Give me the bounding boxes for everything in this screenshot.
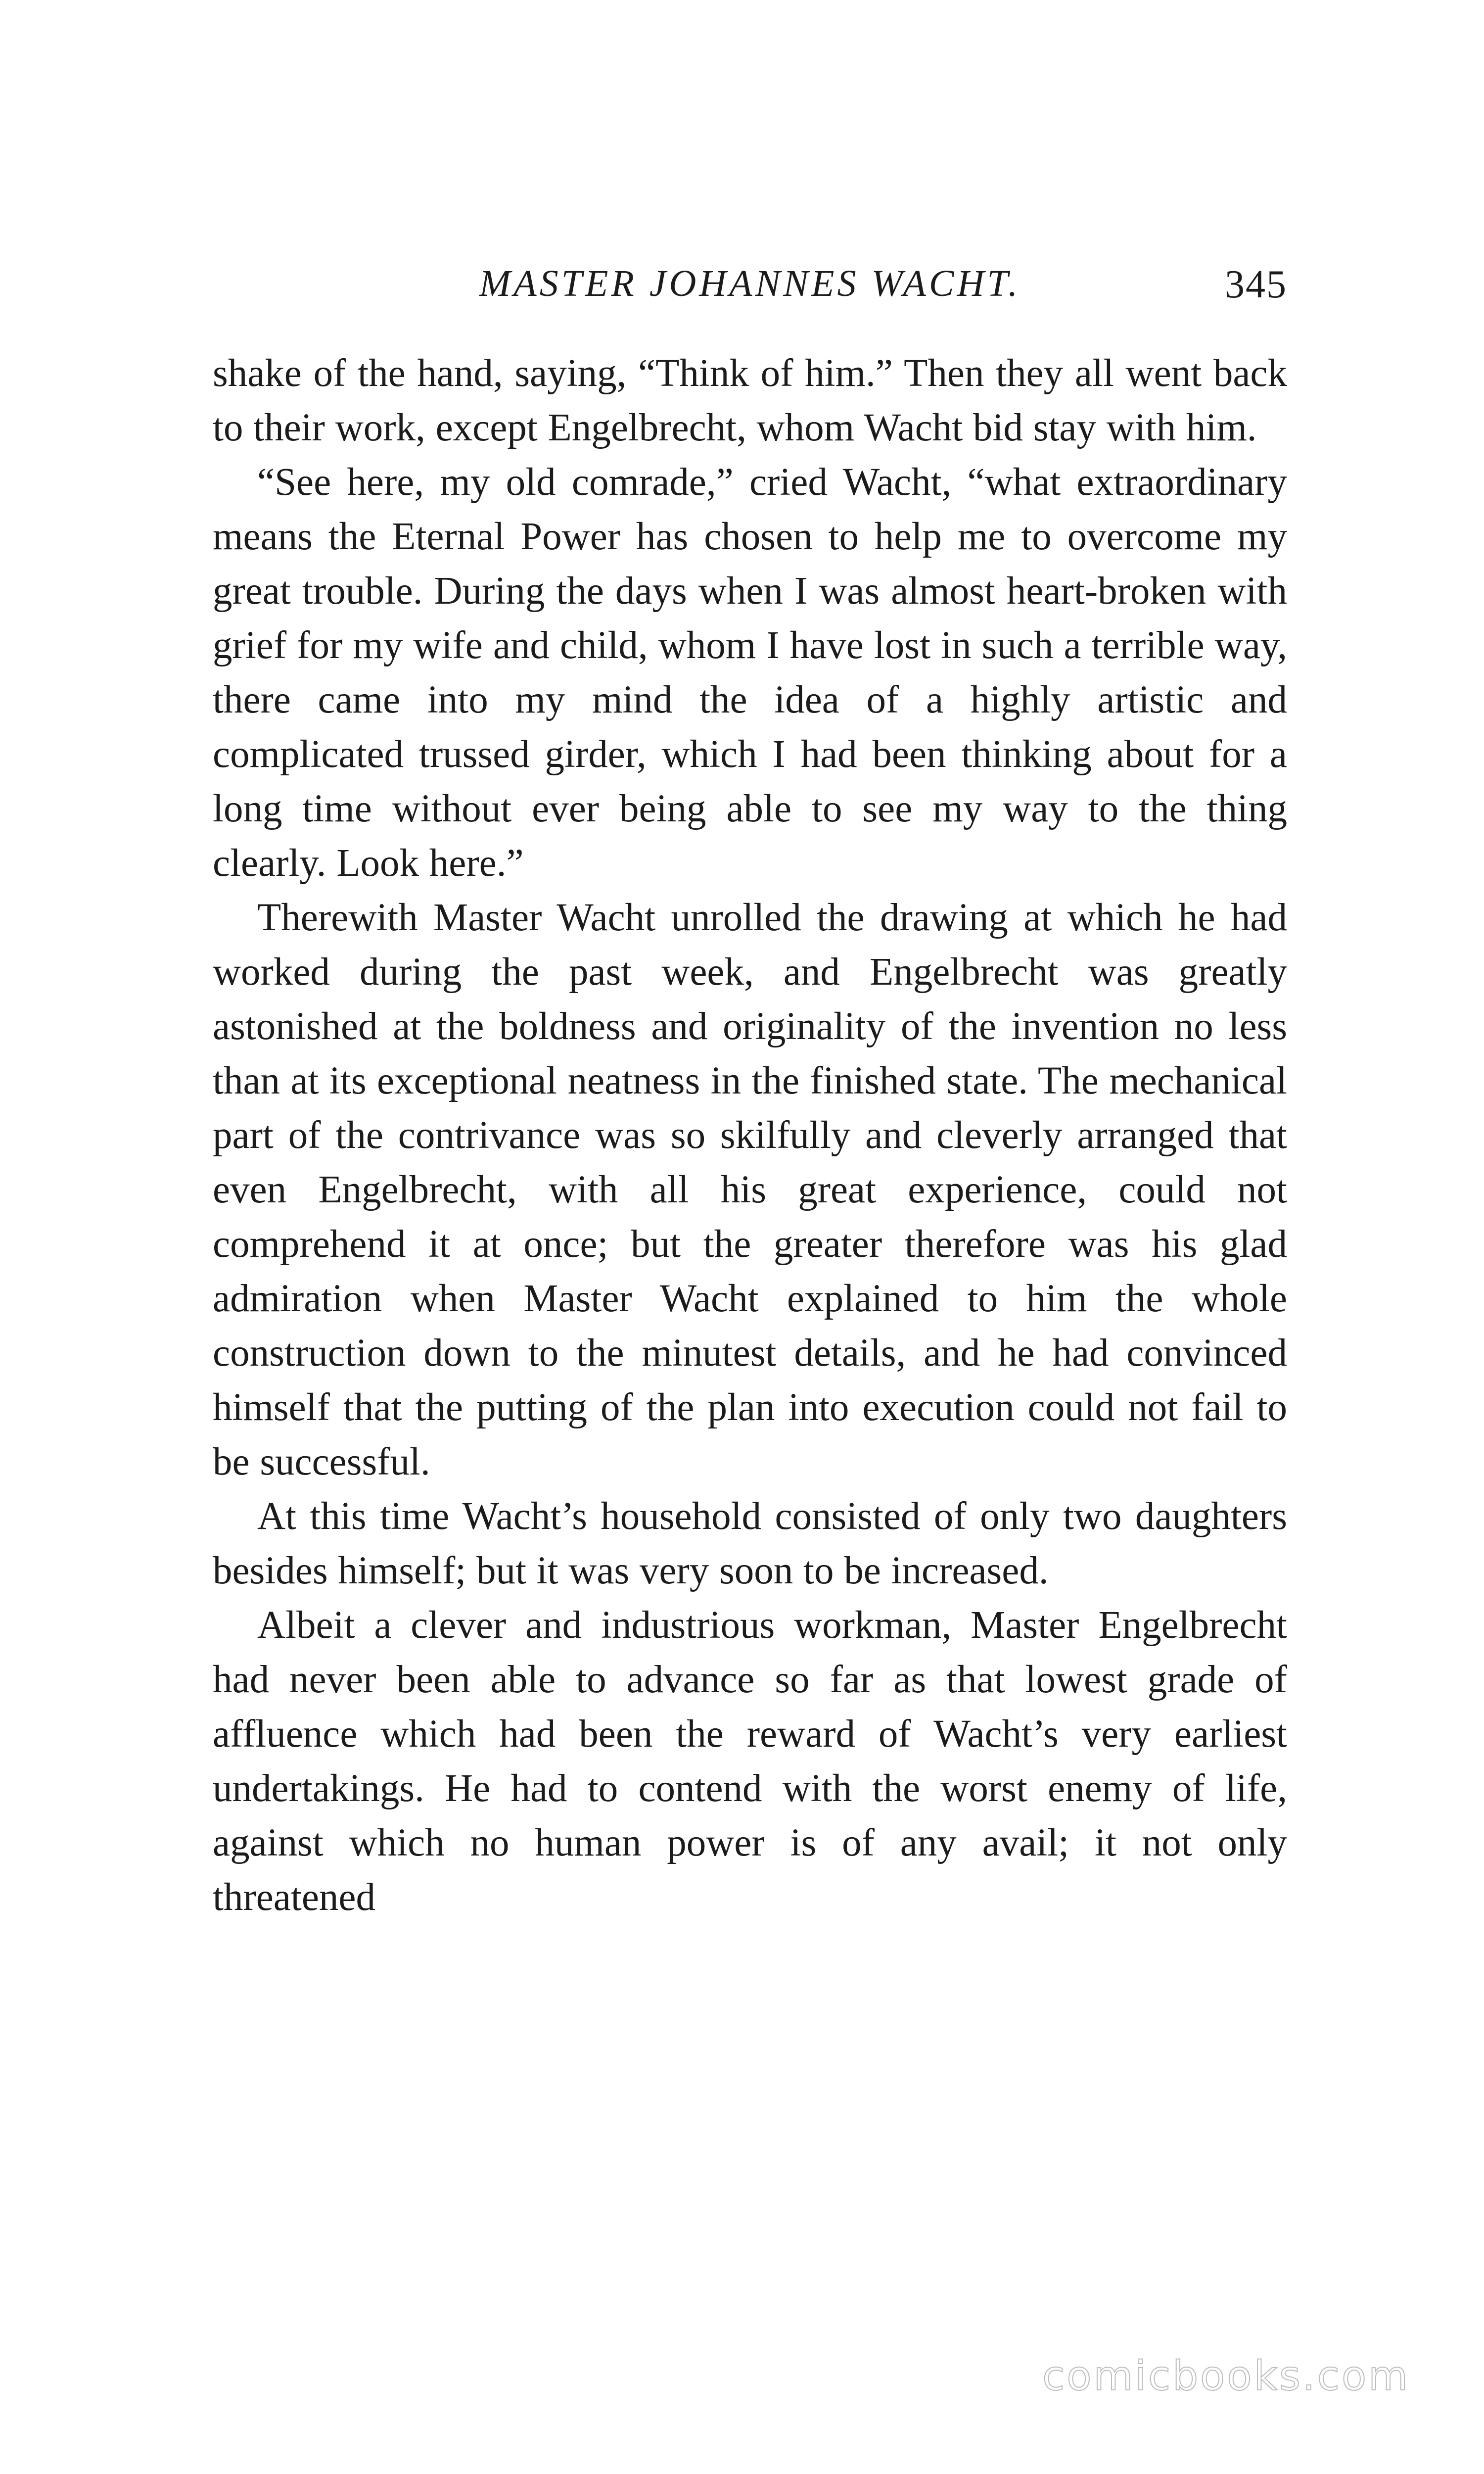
paragraph-3: Therewith Master Wacht unrolled the drawing at which he had worked during the past week, and Engelbrecht was greatly astonished at the boldness and originality of the invention no less than at its exceptional neatness in the finished state. The mechanical part of the contrivance was so skilfully and cleverly arranged that even Engelbrecht, with all his great experience, could not comprehend it at once; but the greater therefore was his glad admiration when Master Wacht explained to him the whole construction down to the minutest details, and he had convinced himself that the putting of the plan into execution could not fail to be successful.	[213, 896, 1287, 1483]
running-title: MASTER JOHANNES WACHT.	[479, 263, 1021, 304]
paragraph-4: At this time Wacht’s household consisted of only two daughters besides himself; but it was very soon to be increased.	[213, 1495, 1287, 1592]
body-text	[213, 346, 1287, 1925]
paragraph-5: Albeit a clever and industrious workman, Master Engelbrecht had never been able to advance so far as that lowest grade of affluence which had been the reward of Wacht’s very earliest undertakings. He had to contend with the worst enemy of life, against which no human power is of any avail; it not only threatened	[213, 1604, 1287, 1919]
paragraph-2: “See here, my old comrade,” cried Wacht, “what extraordinary means the Eternal Power has chosen to help me to overcome my great trouble. During the days when I was almost heart-broken with grief for my wife and child, whom I have lost in such a terrible way, there came into my mind the idea of a highly artistic and complicated trussed girder, which I had been thinking about for a long time without ever being able to see my way to the thing clearly. Look here.”	[213, 461, 1287, 885]
paragraph-1: shake of the hand, saying, “Think of him.” Then they all went back to their work, except Engelbrecht, whom Wacht bid stay with him.	[213, 352, 1287, 449]
page-number: 345	[1225, 263, 1287, 306]
watermark: comicbooks.com	[1042, 2353, 1410, 2400]
page-header	[213, 257, 1287, 327]
